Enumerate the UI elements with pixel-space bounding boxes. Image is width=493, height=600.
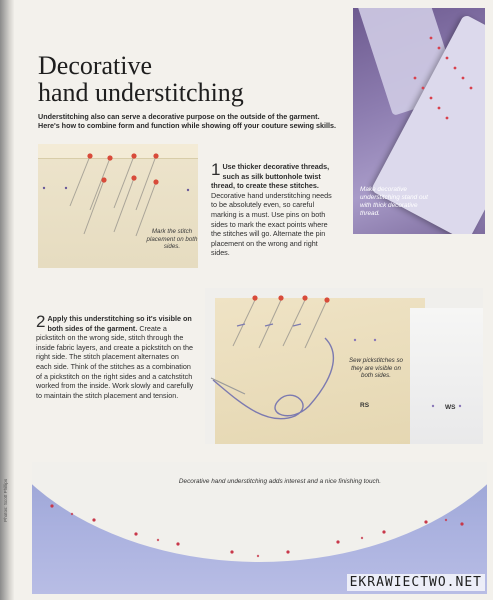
intro-text: Understitching also can serve a decorative purpose on the outside of the garment. Here's how to combine form and function while showing off your couture sewing skills. (38, 112, 337, 131)
caption-top-photo: Make decorative understitching stand out with thick decorative thread. (360, 186, 428, 217)
label-wrong-side: WS (445, 404, 456, 411)
step-1-body: Decorative hand understitching needs to be absolutely even, so careful marking is a must. Use pins on both sides to mark the exact points where the stitches will go. Alternate the pin placement on the wrong and right sides. (211, 190, 332, 258)
step-2-number: 2 (36, 312, 46, 331)
article-title (38, 52, 244, 106)
photo-credit: Photos: Scott Phillips (3, 478, 8, 522)
caption-step2-photo: Sew pickstitches so they are visible on both sides. (349, 357, 403, 379)
title-line-2: hand understitching (38, 78, 244, 107)
photo-step2-stitching (205, 288, 483, 444)
step-1-number: 1 (211, 160, 221, 179)
title-line-1: Decorative (38, 51, 153, 80)
label-right-side: RS (360, 402, 370, 409)
watermark: EKRAWIECTWO.NET (347, 574, 485, 591)
step-2 (36, 314, 196, 400)
caption-step1-photo: Mark the stitch placement on both sides. (146, 228, 198, 250)
step-2-body: Create a pickstitch on the wrong side, stitch through the inside fabric layers, and create a pickstitch on the right side. The stitch placement alternates on each side. Think of the stitches as a combination of a pickstitch on the right sides and a catchstitch worked from the inside. Work slowly and carefully to maintain the stitch placement and tension. (36, 323, 194, 400)
caption-bottom-photo: Decorative hand understitching adds interest and a nice finishing touch. (178, 478, 382, 485)
step-1 (211, 162, 336, 258)
needle-thread-illustration (205, 288, 483, 444)
step-2-lead: Apply this understitching so it's visible on both sides of the garment. (47, 314, 192, 333)
step-1-lead: Use thicker decorative threads, such as silk buttonhole twist thread, to create these stitches. (211, 162, 330, 191)
